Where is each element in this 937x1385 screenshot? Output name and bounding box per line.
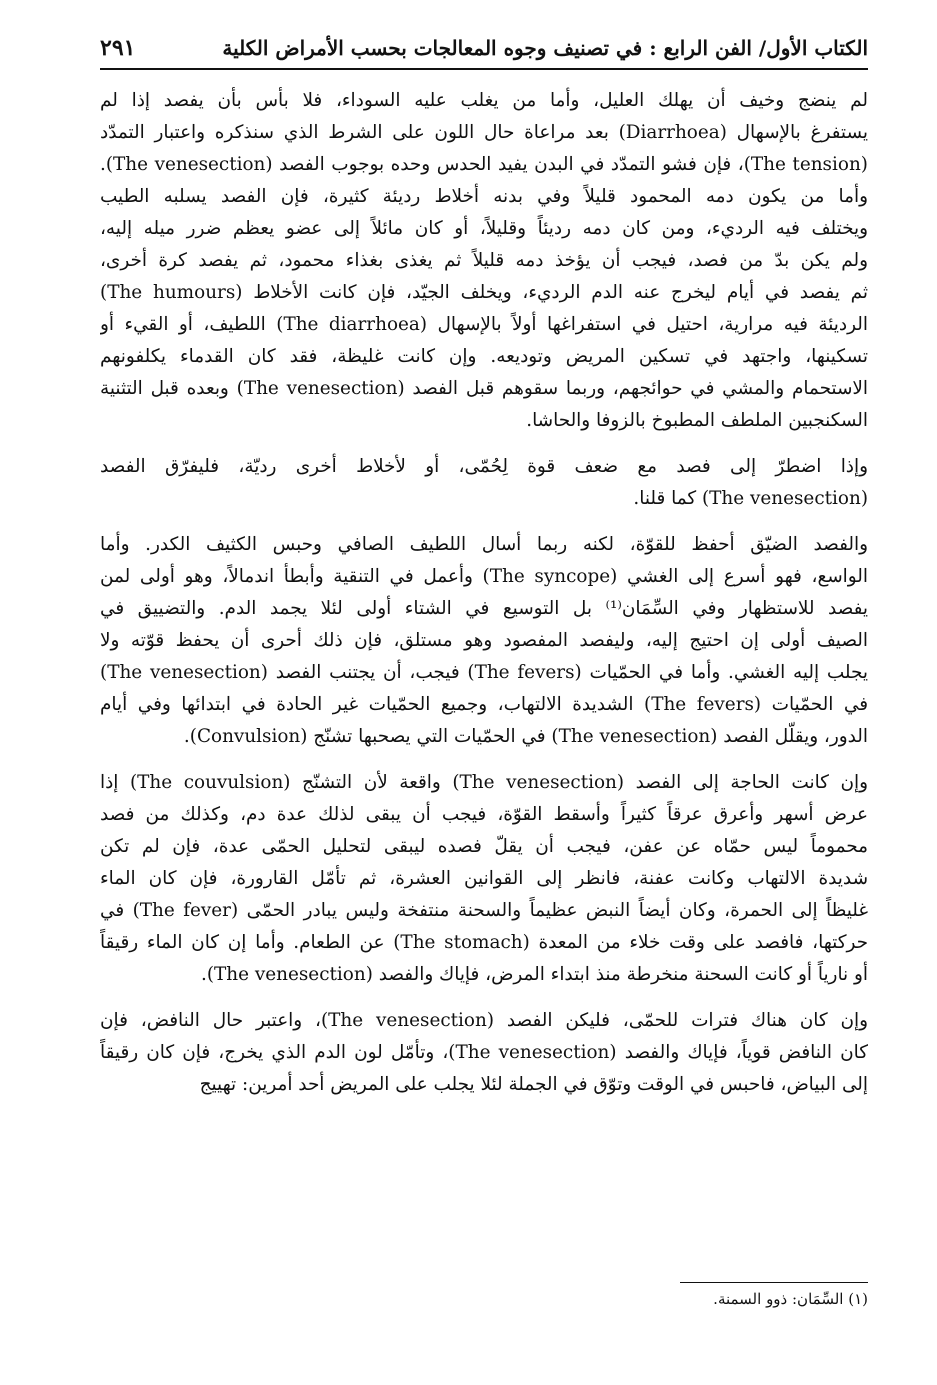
text-line: الصيف أولى إن احتيج إليه، وليفصد المفصود وهو مستلق، فإن ذلك أحرى أن يحفظ قوّته ولا xyxy=(100,630,868,651)
paragraph xyxy=(100,1005,868,1101)
text-line: ولم يكن بدّ من فصد، فيجب أن يؤخذ دمه قليلاً ثم يغذى بغذاء محمود، ثم يفصد كرة أخرى، xyxy=(100,250,868,271)
text-line: غليظاً إلى الحمرة، وكان أيضاً النبض عظيماً والسحنة منتفخة وليس يبادر الحمّى (The fever) في xyxy=(100,900,868,921)
paragraph-gap xyxy=(100,515,868,529)
paragraph-gap xyxy=(100,437,868,451)
text-line: يستفرغ بالإسهال (Diarrhoea) بعد مراعاة حال اللون على الشرط الذي سنذكره واعتبار التمدّد xyxy=(100,122,868,143)
footnote xyxy=(500,1290,868,1308)
text-line: يجلب إليه الغشي. وأما في الحمّيات (The fevers) فيجب، أن يجتنب الفصد (The venesection) xyxy=(100,662,868,683)
text-line: وإذا اضطرّ إلى فصد مع ضعف قوة لِحُمّى، أو لأخلاط أخرى رديّة، فليفرّق الفصد xyxy=(100,456,868,477)
text-line: أو نارياً أو كانت السحنة منخرطة منذ ابتداء المرض، فإياك والفصد (The venesection). xyxy=(201,964,868,985)
paragraph xyxy=(100,451,868,515)
running-title: الكتاب الأول/ الفن الرابع : في تصنيف وجوه المعالجات بحسب الأمراض الكلية xyxy=(222,36,868,60)
text-line: الواسع، فهو أسرع إلى الغشي (The syncope) وأعمل في التنقية وأبطأ اندمالاً، وهو أولى لمن xyxy=(100,566,868,587)
header-rule xyxy=(100,68,868,70)
footnote-rule xyxy=(680,1282,868,1283)
text-line: حركتها، فافصد على وقت خلاء من المعدة (The stomach) عن الطعام. وأما إن كان الماء رقيقاً xyxy=(100,932,868,953)
text-line: وإن كانت الحاجة إلى الفصد (The venesection) واقعة لأن التشنّج (The couvulsion) إذا xyxy=(100,772,868,793)
text-line: تسكينها، واجتهد في تسكين المريض وتوديعه. وإن كانت غليظة، فقد كان القدماء يكلفونهم xyxy=(100,346,868,367)
text-line: ويختلف فيه الرديء، ومن كان دمه رديئاً وقليلاً، أو كان مائلاً إلى عضو يعظم ضرر ميله إليه، xyxy=(100,218,868,239)
footnote-text: السِّمَان: ذوو السمنة. xyxy=(713,1290,844,1308)
paragraph-gap xyxy=(100,753,868,767)
text-line: (The venesection) كما قلنا. xyxy=(633,488,868,509)
paragraph xyxy=(100,529,868,753)
text-line: محموماً ليس حمّاه عن عفن، فيجب أن يقلّ فصده ليبقى لتحليل الحمّى عدة، فإن لم تكن xyxy=(100,836,868,857)
text-line: والفصد الضيّق أحفظ للقوّة، لكنه ربما أسال اللطيف الصافي وحبس الكثيف الكدر. وأما xyxy=(100,534,868,555)
text-line: (The tension)، فإن فشو التمدّد في البدن يفيد الحدس وحده بوجوب الفصد (The venesection). xyxy=(100,154,868,175)
paragraph xyxy=(100,85,868,437)
text-line: الرديئة فيه مرارية، احتيل في استفراغها أولاً بالإسهال (The diarrhoea) اللطيف، أو القيء أو xyxy=(100,314,868,335)
text-line: عرض أسهر وأعرق عرقاً كثيراً وأسقط القوّة، فيجب أن يبقى لذلك عدة دم، وكذلك من فصد xyxy=(100,804,868,825)
text-line: يفصد للاستظهار وفي السِّمَان⁽¹⁾ بل التوسيع في الشتاء أولى لئلا يجمد الدم. والتضييق في xyxy=(100,598,868,619)
text-line: شديدة الالتهاب وكانت عفنة، فانظر إلى القوانين العشرة، ثم تأمّل القارورة، فإن كان الماء xyxy=(100,868,868,889)
text-line: وإن كان هناك فترات للحمّى، فليكن الفصد (The venesection)، واعتبر حال النافض، فإن xyxy=(100,1010,868,1031)
text-line: السكنجبين الملطف المطبوخ بالزوفا والحاشا. xyxy=(526,410,868,431)
text-line: الدور، ويقلّل الفصد (The venesection) في الحمّيات التي يصحبها تشنّج (Convulsion). xyxy=(183,726,868,747)
text-line: ثم يفصد في أيام ليخرج عنه الدم الرديء، ويخلف الجيّد، فإن كانت الأخلاط (The humours) xyxy=(100,282,868,303)
text-line: كان النافض قوياً، فإياك والفصد (The venesection)، وتأمّل لون الدم الذي يخرج، فإن كان رقيقاً xyxy=(100,1042,868,1063)
body-text xyxy=(100,85,868,1101)
text-line: لم ينضج وخيف أن يهلك العليل، وأما من يغلب عليه السوداء، فلا بأس بأن يفصد إذا لم xyxy=(100,90,868,111)
paragraph-gap xyxy=(100,991,868,1005)
text-line: وأما من يكون دمه المحمود قليلاً وفي بدنه أخلاط رديئة كثيرة، فإن الفصد يسلبه الطيب xyxy=(100,186,868,207)
text-line: في الحمّيات (The fevers) الشديدة الالتهاب، وجميع الحمّيات غير الحادة في ابتدائها وفي أيام xyxy=(100,694,868,715)
page-number: ٢٩١ xyxy=(100,35,136,61)
paragraph xyxy=(100,767,868,991)
text-line: الاستحمام والمشي في حوائجهم، وربما سقوهم قبل الفصد (The venesection) وبعده قبل التثنية xyxy=(100,378,868,399)
footnote-marker: (١) xyxy=(848,1290,868,1308)
page-header xyxy=(100,28,868,68)
text-line: إلى البياض، فاحبس في الوقت وتوّق في الجملة لئلا يجلب على المريض أحد أمرين: تهييج xyxy=(199,1074,868,1095)
